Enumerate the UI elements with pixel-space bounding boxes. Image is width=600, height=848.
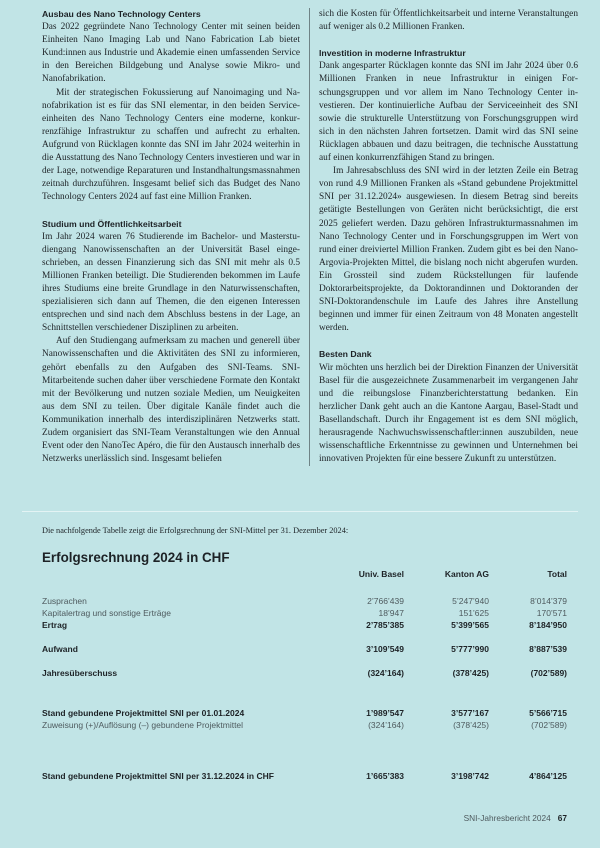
column-header: Kanton AG (444, 569, 489, 579)
table-row (42, 595, 567, 607)
table-row (42, 619, 567, 631)
section-heading-infrastruktur: Investition in moderne Infrastruktur (319, 48, 466, 59)
publication-name: SNI-Jahresbericht 2024 (463, 813, 551, 823)
cell-value: 8’887’539 (529, 644, 567, 654)
cell-value: 1’989’547 (366, 708, 404, 718)
article-body (42, 8, 578, 466)
column-header: Total (547, 569, 567, 579)
row-label: Stand gebundene Projektmittel SNI per 01.01.2024 (42, 708, 245, 718)
row-label: Jahresüberschuss (42, 668, 118, 678)
section-heading-studium: Studium und Öffentlichkeitsarbeit (42, 218, 182, 229)
table-row (42, 643, 567, 655)
paragraph: Mit der strategischen Fokussierung auf Nanoimaging und Nanofabrikation ist es für das SNI elementar, in den beiden Serviceeinheiten des Nano Technology Centers eine moderne, konkurrenzfähige Infrastruktur zu schaffen und aufrecht zu erhalten. Aufgrund von Rücklagen konnte das SNI im Jahr 2024 weiterhin in die Ausstattung des Nano Technology Centers investieren und war in der Lage, notwendige Reparaturen und Instandhaltungsmassnahmen zeitnah durchzuführen. Insgesamt belief sich das Budget des Nano Technology Centers 2024 auf fast eine Million Franken. (42, 87, 300, 203)
table-row (42, 719, 567, 731)
cell-value: 1’665’383 (366, 771, 404, 781)
paragraph: Im Jahresabschluss des SNI wird in der letzten Zeile ein Betrag von rund 4.9 Millionen Franken als «Stand gebundene Projektmittel SNI per 31.12.2024» ausgewiesen. In diesem Betrag sind bereits getätigte Bestellungen von Geräten nicht berücksichtigt, die erst 2025 geliefert werden. Dazu gehören Infrastrukturmassnahmen im Nano Technology Center und in Forschungsgruppen im Wert von rund einer dreiviertel Million Franken. Zudem gibt es bei den Nano-Argovia-Projekten Mittel, die bislang noch nicht abgerufen wurden. Ein Grossteil sind zudem Rückstellungen für laufende Doktorarbeitsprojekte, da Doktorandinnen und Doktoranden der SNI-Doktorandenschule im Laufe des Jahres ihre Anstellung beginnen und immer für einen Zeitraum von 48 Monaten angestellt werden. (319, 166, 578, 334)
paragraph: Im Jahr 2024 waren 76 Studierende im Bachelor- und Masterstudiengang Nanowissenschaften an der Universität Basel eingeschrieben, an dessen Finanzierung sich das SNI mit mehr als 0.5 Millionen Franken beteiligt. Die Studierenden bekommen im Laufe ihres Studiums eine breite Grundlage in den Naturwissenschaften, spezialisieren sich dann auf Themen, die den eigenen Interessen entsprechen und sind nach dem Abschluss bestens in der Lage, an Schnittstellen verschiedener Disziplinen zu arbeiten. (42, 231, 300, 334)
cell-value: 170’571 (536, 608, 567, 618)
cell-value: 2’785’385 (366, 620, 404, 630)
paragraph: Wir möchten uns herzlich bei der Direktion Finanzen der Universität Basel für die ausgezeichnete Zusammenarbeit im vergangenen Jahr und die reibungslose Finanzberichterstattung bedanken. Ein herzlicher Dank geht auch an die Kantone Aargau, Basel-Stadt und Basellandschaft. Durch ihr Engagement ist es dem SNI möglich, herausragende Nachwuchswissenschaftler:innen auszubilden, neue wissenschaftliche Erkenntnisse zu gewinnen und Unternehmen bei innovativen Projekten für eine bessere Zukunft zu unterstützen. (319, 362, 578, 465)
row-label: Zusprachen (42, 596, 87, 606)
page-footer (464, 813, 567, 823)
table-row (42, 607, 567, 619)
row-label: Stand gebundene Projektmittel SNI per 31.12.2024 in CHF (42, 771, 274, 781)
cell-value: 8’014’379 (530, 596, 567, 606)
cell-value: (324’164) (367, 668, 404, 678)
section-heading-nano-technology-center: Ausbau des Nano Technology Centers (42, 9, 201, 19)
cell-value: 18’947 (378, 608, 404, 618)
cell-value: 3’109’549 (366, 644, 404, 654)
paragraph: Das 2022 gegründete Nano Technology Center mit seinen beiden Einheiten Nano Imaging Lab und Nano Fabrication Lab bietet Kund:innen aus Industrie und Akademie einen umfassenden Service in den Bereichen Bildgebung und Analyse sowie Mikro- und Nanofabrikation. (42, 22, 300, 85)
cell-value: 3’577’167 (451, 708, 489, 718)
cell-value: 5’247’940 (452, 596, 489, 606)
cell-value: 8’184’950 (529, 620, 567, 630)
section-heading-besten-dank: Besten Dank (319, 349, 372, 360)
cell-value: (324’164) (368, 720, 404, 730)
cell-value: 3’198’742 (451, 771, 489, 781)
cell-value: (378’425) (453, 720, 489, 730)
table-row (42, 707, 567, 719)
cell-value: 5’777’990 (451, 644, 489, 654)
divider (22, 511, 578, 512)
left-column (42, 8, 310, 466)
page-number: 67 (557, 813, 567, 823)
table-row (42, 770, 567, 782)
paragraph: sich die Kosten für Öffentlichkeitsarbeit und interne Veranstaltungen auf weniger als 0.2 Millionen Franken. (319, 9, 578, 33)
column-header: Univ. Basel (358, 569, 404, 579)
cell-value: 5’566’715 (529, 708, 567, 718)
row-label: Zuweisung (+)/Auflösung (–) gebundene Projektmittel (42, 720, 244, 730)
table-row (42, 667, 567, 679)
cell-value: (702’589) (530, 668, 567, 678)
cell-value: 151’625 (458, 608, 489, 618)
table-title: Erfolgsrechnung 2024 in CHF (42, 550, 230, 565)
paragraph: Dank angesparter Rücklagen konnte das SNI im Jahr 2024 über 0.6 Millionen Franken in neue Infrastruktur in einigen Forschungsgruppen und vor allem im Nano Technology Center investieren. Der kontinuierliche Aufbau der Serviceeinheit des SNI sowie die strukturelle Unterstützung von Forschungsgruppen wird sich in den nächsten Jahren fortsetzen. Damit wird das SNI seine Rücklagen abbauen und dazu beitragen, die technische Ausstattung auf einen konkurrenzfähigen Stand zu bringen. (319, 61, 578, 164)
row-label: Kapitalertrag und sonstige Erträge (42, 608, 171, 618)
paragraph: Auf den Studiengang aufmerksam zu machen und generell über Nanowissenschaften und die Aktivitäten des SNI zu informieren, gehört ebenfalls zu den Aufgaben des SNI-Teams. SNI-Mitarbeitende suchen daher über verschiedene Formate den Kontakt mit der Bevölkerung und nutzen soziale Medien, um Neuigkeiten aus dem SNI zu teilen. Über digitale Kanäle findet auch die Kommunikation innerhalb des interdisziplinären Netzwerks statt. Zudem organisiert das SNI-Team Veranstaltungen wie den Annual Event oder den NanoTec Apéro, die für den Austausch innerhalb des Netzwerks unerlässlich sind. Insgesamt beliefen (42, 336, 300, 465)
cell-value: 4’864’125 (529, 771, 567, 781)
cell-value: 5’399’565 (451, 620, 489, 630)
cell-value: (702’589) (531, 720, 567, 730)
right-column (310, 8, 578, 466)
row-label: Aufwand (42, 644, 78, 654)
cell-value: (378’425) (452, 668, 489, 678)
row-label: Ertrag (42, 620, 68, 630)
cell-value: 2’766’439 (367, 596, 404, 606)
table-intro: Die nachfolgende Tabelle zeigt die Erfolgsrechnung der SNI-Mittel per 31. Dezember 2024: (42, 526, 349, 535)
table-header-row (42, 568, 567, 580)
